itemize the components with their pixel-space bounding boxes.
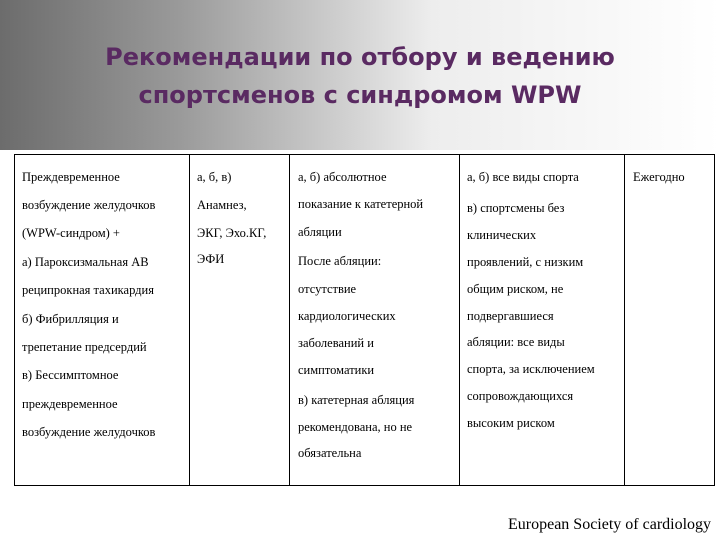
cell-line: трепетание предсердий: [22, 340, 147, 354]
cell-line: симптоматики: [298, 363, 375, 377]
cell-line: высоким риском: [467, 416, 555, 430]
cell-line: абляции: [298, 225, 342, 239]
cell-line: подвергавшиеся: [467, 309, 554, 323]
cell-line: а, б) все виды спорта: [467, 170, 579, 184]
cell-line: в) спортсмены без: [467, 201, 565, 215]
cell-line: После абляции:: [298, 254, 382, 268]
cell-line: в) катетерная абляция: [298, 393, 415, 407]
column-divider: [459, 154, 460, 486]
cell-line: абляции: все виды: [467, 335, 565, 349]
cell-line: обязательна: [298, 446, 362, 460]
cell-line: а, б) абсолютное: [298, 170, 387, 184]
cell-line: спорта, за исключением: [467, 362, 595, 376]
cell-line: возбуждение желудочков: [22, 425, 156, 439]
cell-line: сопровождающихся: [467, 389, 574, 403]
cell-line: возбуждение желудочков: [22, 198, 156, 212]
cell-line: в) Бессимптомное: [22, 368, 119, 382]
cell-line: общим риском, не: [467, 282, 564, 296]
cell-line: преждевременное: [22, 397, 118, 411]
title-line: спортсменов с синдромом WPW: [138, 81, 582, 109]
cell-line: рекомендована, но не: [298, 420, 413, 434]
cell-line: кардиологических: [298, 309, 396, 323]
cell-line: Ежегодно: [633, 170, 685, 184]
column-divider: [289, 154, 290, 486]
cell-line: ЭФИ: [197, 252, 225, 266]
slide-title: [60, 38, 660, 114]
cell-line: а) Пароксизмальная АВ: [22, 255, 149, 269]
cell-line: (WPW-синдром) +: [22, 226, 120, 240]
cell-line: клинических: [467, 228, 537, 242]
column-divider: [189, 154, 190, 486]
column-divider: [624, 154, 625, 486]
source-caption: European Society of cardiology: [508, 516, 712, 533]
cell-line: Анамнез,: [197, 198, 247, 212]
cell-line: показание к катетерной: [298, 197, 424, 211]
cell-line: заболеваний и: [298, 336, 374, 350]
cell-line: Преждевременное: [22, 170, 120, 184]
cell-line: реципрокная тахикардия: [22, 283, 154, 297]
cell-line: ЭКГ, Эхо.КГ,: [197, 226, 267, 240]
cell-line: проявлений, с низким: [467, 255, 584, 269]
cell-line: а, б, в): [197, 170, 232, 184]
title-line: Рекомендации по отбору и ведению: [105, 43, 615, 71]
cell-line: б) Фибрилляция и: [22, 312, 119, 326]
cell-line: отсутствие: [298, 282, 357, 296]
